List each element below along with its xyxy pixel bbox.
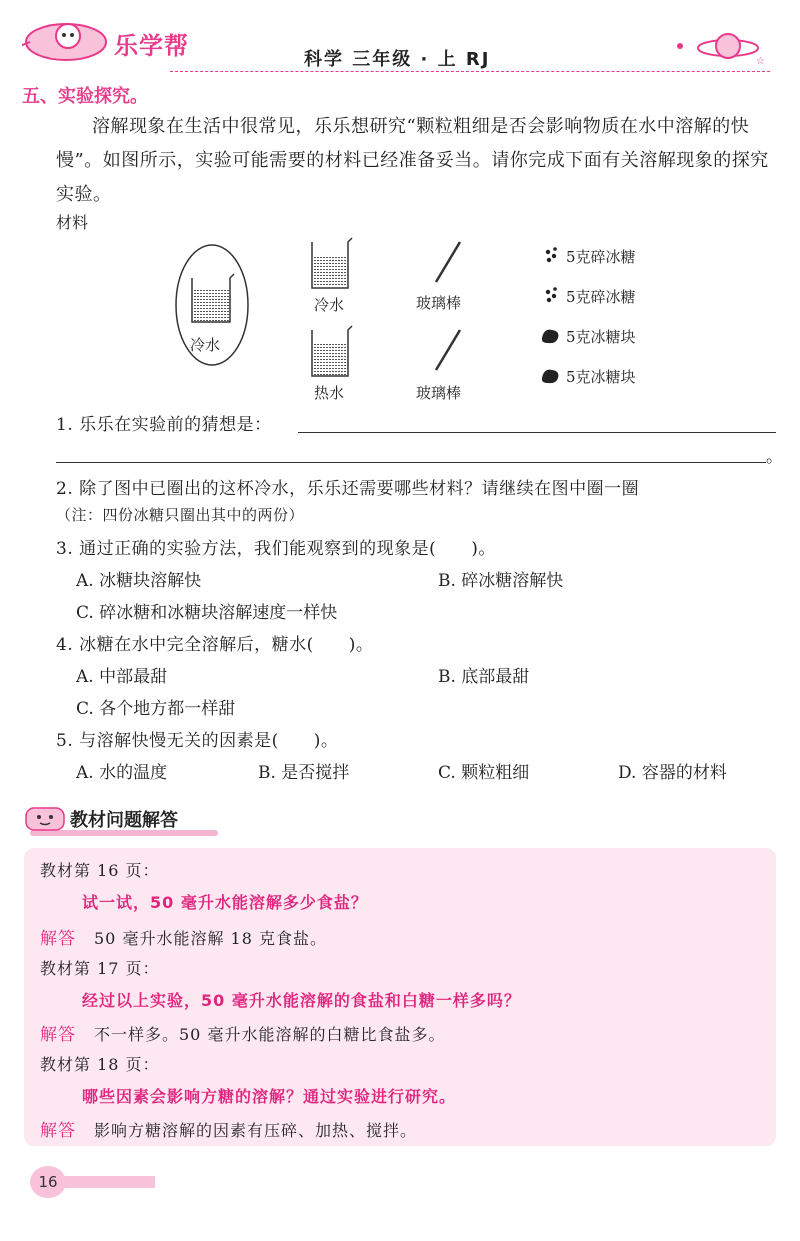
svg-text:☆: ☆ — [756, 56, 765, 67]
textbook-question: 哪些因素会影响方糖的溶解？通过实验进行研究。 — [82, 1087, 457, 1106]
sugar-lump-icon — [542, 330, 559, 343]
textbook-page-ref: 教材第 17 页： — [40, 959, 160, 978]
option-4c[interactable]: C. 各个地方都一样甜 — [76, 699, 236, 719]
section-banner-title: 教材问题解答 — [70, 810, 178, 831]
answer-text: 影响方糖溶解的因素有压碎、加热、搅拌。 — [94, 1121, 418, 1140]
glass-rod-label: 玻璃棒 — [416, 294, 462, 312]
mascot-icon — [22, 802, 68, 836]
glass-rod-icon — [436, 242, 460, 282]
materials-label: 材料 — [56, 213, 89, 232]
textbook-answer — [40, 1020, 445, 1045]
beaker-hot-water-icon — [312, 326, 352, 376]
textbook-question: 试一试，50 毫升水能溶解多少食盐？ — [82, 893, 368, 912]
answer-label: 解答 — [40, 929, 76, 949]
sugar-lump-icon — [542, 370, 559, 383]
question-1-end: 。 — [766, 447, 784, 467]
option-5a[interactable]: A. 水的温度 — [76, 763, 168, 783]
question-2: 2. 除了图中已圈出的这杯冷水，乐乐还需要哪些材料？请继续在图中圈一圈 — [56, 479, 640, 499]
textbook-page-ref: 教材第 18 页： — [40, 1055, 160, 1074]
question-1: 1. 乐乐在实验前的猜想是： — [56, 415, 272, 435]
question-3: 3. 通过正确的实验方法，我们能观察到的现象是( )。 — [56, 539, 496, 559]
option-4a[interactable]: A. 中部最甜 — [76, 667, 168, 687]
circled-cup-label: 冷水 — [190, 336, 221, 354]
glass-rod-icon — [436, 330, 460, 370]
option-5d[interactable]: D. 容器的材料 — [618, 763, 727, 783]
sugar-label: 5克冰糖块 — [566, 328, 636, 346]
answer-label: 解答 — [40, 1025, 76, 1045]
answer-text: 不一样多。50 毫升水能溶解的白糖比食盐多。 — [94, 1025, 446, 1044]
option-3b[interactable]: B. 碎冰糖溶解快 — [438, 571, 564, 591]
planet-icon — [668, 30, 778, 70]
sugar-label: 5克冰糖块 — [566, 368, 636, 386]
sugar-label: 5克碎冰糖 — [566, 248, 636, 266]
page-number: 16 — [30, 1166, 66, 1198]
beaker-circled-icon — [192, 274, 234, 322]
textbook-page-ref: 教材第 16 页： — [40, 861, 160, 880]
option-4b[interactable]: B. 底部最甜 — [438, 667, 530, 687]
textbook-answer — [40, 1116, 417, 1141]
glass-rod-label: 玻璃棒 — [416, 384, 462, 402]
brand — [22, 10, 212, 66]
answer-text: 50 毫升水能溶解 18 克食盐。 — [94, 929, 327, 948]
textbook-question: 经过以上实验，50 毫升水能溶解的食盐和白糖一样多吗？ — [82, 991, 521, 1010]
crushed-sugar-icon — [546, 247, 557, 262]
answer-line[interactable] — [56, 462, 766, 463]
option-3a[interactable]: A. 冰糖块溶解快 — [76, 571, 202, 591]
intro-paragraph: 溶解现象在生活中很常见，乐乐想研究“颗粒粗细是否会影响物质在水中溶解的快慢”。如图所示，实验可能需要的材料已经准备妥当。请你完成下面有关溶解现象的探究实验。 — [56, 116, 769, 205]
header-divider — [170, 71, 770, 72]
cold-water-label: 冷水 — [314, 296, 345, 314]
page-header-title: 科学 三年级 · 上 RJ — [304, 49, 491, 70]
question-4: 4. 冰糖在水中完全溶解后，糖水( )。 — [56, 635, 374, 655]
question-5: 5. 与溶解快慢无关的因素是( )。 — [56, 731, 339, 751]
option-3c[interactable]: C. 碎冰糖和冰糖块溶解速度一样快 — [76, 603, 338, 623]
beaker-cold-water-icon — [312, 238, 352, 288]
hot-water-label: 热水 — [314, 384, 345, 402]
answer-line[interactable] — [298, 432, 776, 433]
brand-name: 乐学帮 — [114, 32, 189, 60]
question-2-note: （注：四份冰糖只圈出其中的两份） — [56, 506, 305, 524]
crushed-sugar-icon — [546, 287, 557, 302]
answer-label: 解答 — [40, 1121, 76, 1141]
textbook-answer — [40, 924, 327, 949]
section-title: 五、实验探究。 — [22, 86, 148, 107]
mascot-logo-icon — [22, 10, 112, 66]
page-bar — [60, 1176, 155, 1188]
option-5c[interactable]: C. 颗粒粗细 — [438, 763, 530, 783]
option-5b[interactable]: B. 是否搅拌 — [258, 763, 350, 783]
sugar-label: 5克碎冰糖 — [566, 288, 636, 306]
